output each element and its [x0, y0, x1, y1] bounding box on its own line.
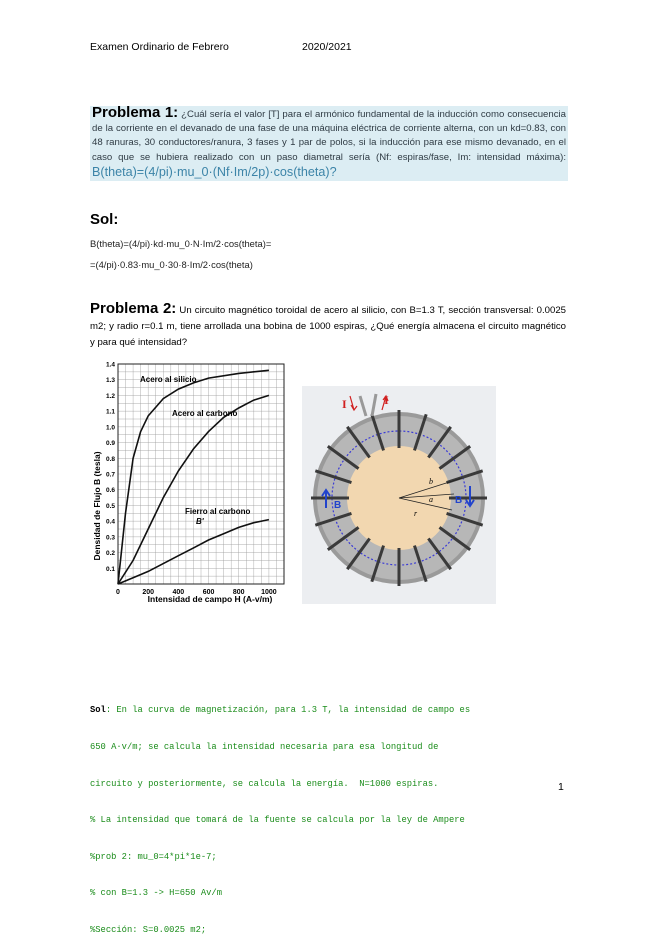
annot-b-prime: B' [196, 517, 204, 526]
x-tick-label: 800 [232, 589, 245, 596]
y-tick-label: 0.2 [105, 550, 115, 558]
code-line: 650 A·v/m; se calcula la intensidad necesaria para esa longitud de [90, 742, 439, 753]
annot-fierro-carbono: Fierro al carbono [185, 507, 251, 516]
label-a: a [429, 495, 433, 504]
y-tick-label: 0.4 [105, 518, 115, 526]
problem1-text: ¿Cuál sería el valor [T] para el armónico fundamental de la inducción como consecuencia de la corriente en el devanado de una fase de una máquina eléctrica de corriente alterna, con un kd=0.83, con 48 ranuras, 30 conductores/ranura, 3 fases y 1 par de polos, si la inducción para ese mismo devanado, en el caso que se hubiera realizado con un paso diametral sería (Nf: espiras/fase, Im: intensidad máxima): [92, 109, 566, 163]
header-year: 2020/2021 [302, 41, 352, 53]
code-line: % con B=1.3 -> H=650 Av/m [90, 888, 222, 899]
x-tick-label: 1000 [261, 589, 277, 596]
solution1-label: Sol: [90, 211, 119, 228]
problem1-formula: B(theta)=(4/pi)·mu_0·(Nf·Im/2p)·cos(theta)? [92, 164, 337, 179]
x-tick-label: 200 [142, 589, 155, 596]
problem1-block [90, 106, 568, 181]
label-B-right: B [455, 495, 463, 506]
code-line: % La intensidad que tomará de la fuente se calcula por la ley de Ampere [90, 815, 465, 826]
problem2-label: Problema 2: [90, 300, 177, 317]
problem1-label: Problema 1: [92, 104, 179, 121]
toroid-diagram [302, 386, 496, 604]
label-B-left: B [334, 500, 342, 511]
label-current-left: I [342, 397, 347, 411]
chart-xlabel: Intensidad de campo H (A-v/m) [147, 594, 273, 604]
y-tick-label: 1.4 [105, 361, 115, 369]
code-line: %Sección: S=0.0025 m2; [90, 925, 207, 936]
x-tick-label: 400 [172, 589, 185, 596]
solution2-code [90, 680, 570, 948]
magnetization-chart [90, 356, 294, 606]
x-tick-label: 600 [202, 589, 215, 596]
label-r: r [414, 509, 418, 518]
y-tick-label: 1.0 [105, 424, 115, 432]
problem2-text: Un circuito magnético toroidal de acero al silicio, con B=1.3 T, sección transversal: 0.0025 m2; y radio r=0.1 m, tiene arrollada una bobina de 1000 espiras, ¿Qué energía almacena el circuito magnético y para qué intensidad? [90, 305, 566, 348]
y-tick-label: 0.5 [105, 502, 115, 510]
x-tick-label: 0 [116, 589, 120, 596]
y-tick-label: 0.7 [105, 471, 115, 479]
chart-ylabel: Densidad de Flujo B (tesla) [92, 451, 102, 561]
code-line: circuito y posteriormente, se calcula la energía. N=1000 espiras. [90, 778, 439, 789]
y-tick-label: 0.9 [105, 440, 115, 448]
y-tick-label: 1.3 [105, 377, 115, 385]
label-b: b [429, 477, 433, 486]
problem2-block [90, 301, 566, 351]
header-title: Examen Ordinario de Febrero [90, 41, 229, 53]
label-current-right: I [384, 393, 389, 407]
code-line: Sol: En la curva de magnetización, para 1.3 T, la intensidad de campo es [90, 705, 471, 716]
annot-acero-silicio: Acero al silicio [140, 375, 197, 384]
y-tick-label: 0.8 [105, 455, 115, 463]
y-tick-label: 0.6 [105, 487, 115, 495]
solution1-line2: =(4/pi)·0.83·mu_0·30·8·Im/2·cos(theta) [90, 259, 253, 270]
y-tick-label: 0.3 [105, 534, 115, 542]
page-number: 1 [558, 781, 564, 793]
y-tick-label: 0.1 [105, 565, 115, 573]
solution1-line1: B(theta)=(4/pi)·kd·mu_0·N·Im/2·cos(theta)= [90, 238, 272, 249]
annot-acero-carbono: Acero al carbono [172, 409, 238, 418]
y-tick-label: 1.2 [105, 392, 115, 400]
code-line: %prob 2: mu_0=4*pi*1e-7; [90, 851, 217, 862]
y-tick-label: 1.1 [105, 408, 115, 416]
